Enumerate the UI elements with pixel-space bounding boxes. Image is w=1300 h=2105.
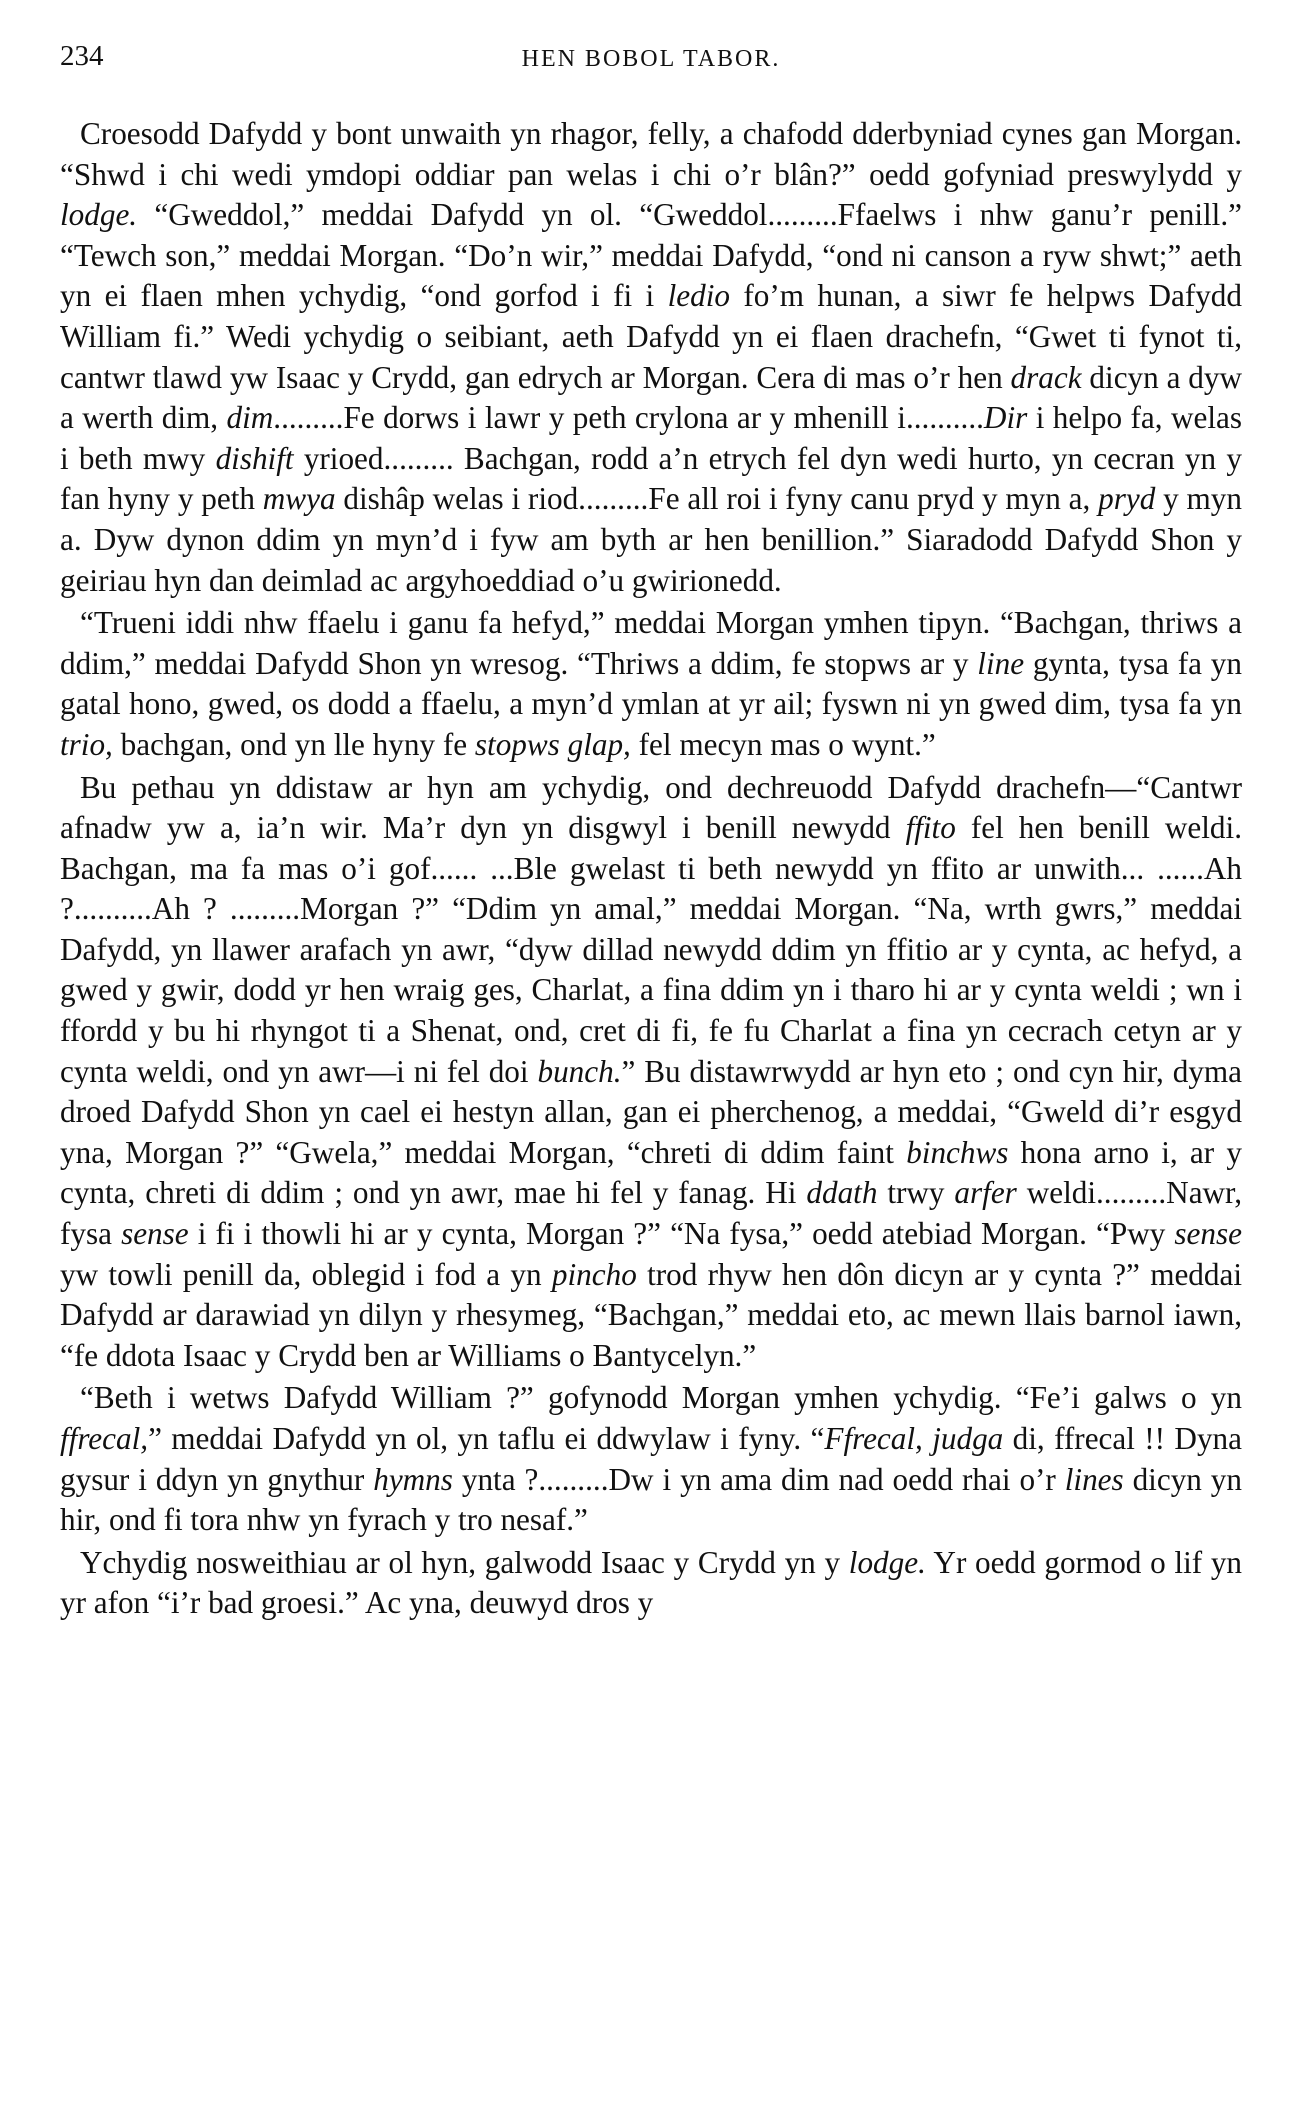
text-run: “Gweddol,” meddai Dafydd yn ol. “Gweddol.........Ffaelws i nhw ganu’r penill.” “Tewch son,” meddai Morgan. “Do’n wir,” meddai Dafydd, “ond ni canson a ryw shwt;” aeth yn ei flaen mhen ychydig, “ond gorfod i fi i — [60, 197, 1242, 314]
italic-run: sense — [121, 1216, 189, 1252]
italic-run: drack — [1010, 359, 1082, 395]
running-head: HEN BOBOL TABOR. — [521, 46, 781, 72]
body-text — [60, 114, 1242, 1624]
text-run: “Trueni iddi nhw ffaelu i ganu fa hefyd,” meddai Morgan ymhen tipyn. “Bachgan, thriws a ddim,” meddai Dafydd Shon yn wresog. “Thriws a ddim, fe stopws ar y — [60, 605, 1242, 681]
page-header — [60, 36, 1242, 80]
italic-run: hymns — [373, 1461, 453, 1497]
text-run: dicyn yn hir, ond fi tora nhw yn fyrach y tro nesaf.” — [60, 1461, 1242, 1538]
page-number: 234 — [60, 40, 104, 72]
text-run: fel hen benill weldi. Bachgan, ma fa mas o’i gof...... ...Ble gwelast ti beth newydd yn ffito ar unwith... ......Ah ?..........Ah ? .........Morgan ?” “Ddim yn amal,” meddai Morgan. “Na, wrth gwrs,” meddai Dafydd, yn llawer arafach yn awr, “dyw dillad newydd ddim yn ffitio ar y cynta, ac hefyd, a gwed y gwir, dodd yr hen wraig ges, Charlat, a fina ddim yn i tharo hi ar y cynta weldi ; wn i ffordd y bu hi rhyngot ti a Shenat, ond, cret di fi, fe fu Charlat a fina yn cecrach cetyn ar y cynta weldi, ond yn awr—i ni fel doi — [60, 810, 1242, 1089]
italic-run: Ffrecal, judga — [824, 1421, 1004, 1456]
text-run: trod rhyw hen dôn dicyn ar y cynta ?” meddai Dafydd ar darawiad yn dilyn y rhesymeg, “Bachgan,” meddai eto, ac mewn llais barnol iawn, “fe ddota Isaac y Crydd ben ar Williams o Bantycelyn.” — [60, 1256, 1242, 1373]
italic-run: pryd — [1098, 481, 1156, 517]
italic-run: lodge. — [60, 197, 138, 233]
paragraph-3 — [60, 768, 1242, 1377]
text-run: Ychydig nosweithiau ar ol hyn, galwodd Isaac y Crydd yn y — [80, 1544, 849, 1580]
paragraph-4 — [60, 1378, 1242, 1540]
text-run: fel mecyn mas o wynt.” — [630, 726, 936, 762]
italic-run: binchws — [906, 1134, 1009, 1170]
text-run: Yr oedd gormod o lif yn yr afon “i’r bad groesi.” Ac yna, deuwyd dros y — [60, 1544, 1243, 1621]
text-run: Croesodd Dafydd y bont unwaith yn rhagor, felly, a chafodd dderbyniad cynes gan Morgan. “Shwd i chi wedi ymdopi oddiar pan welas i chi o’r blân?” oedd gofyniad preswylydd y — [60, 116, 1242, 192]
paragraph-1 — [60, 114, 1242, 601]
text-run: hona arno i, ar y cynta, chreti di ddim ; ond yn awr, mae hi fel y fanag. Hi — [60, 1134, 1242, 1211]
text-run: trwy — [877, 1175, 955, 1211]
text-run: i helpo fa, welas i beth mwy — [60, 400, 1243, 476]
text-run: i fi i thowli hi ar y cynta, Morgan ?” “Na fysa,” oedd atebiad Morgan. “Pwy — [188, 1216, 1175, 1252]
paragraph-2 — [60, 603, 1242, 765]
text-run: ” meddai Dafydd yn ol, yn taflu ei ddwylaw i fyny. “ — [148, 1421, 825, 1456]
text-run: di, ffrecal !! Dyna gysur i ddyn yn gnythur — [60, 1421, 1242, 1497]
text-run: yw towli penill da, oblegid i fod a yn — [60, 1256, 552, 1292]
text-run: bachgan, ond yn lle hyny fe — [112, 726, 475, 762]
italic-run: ddath — [806, 1175, 878, 1211]
italic-run: lines — [1064, 1461, 1124, 1497]
italic-run: pincho — [551, 1256, 637, 1292]
text-run: y myn a. Dyw dynon ddim yn myn’d i fyw am byth ar hen benillion.” Siaradodd Dafydd Shon y geiriau hyn dan deimlad ac argyhoeddiad o’u gwirionedd. — [60, 481, 1242, 598]
italic-run: dishift — [215, 440, 294, 476]
text-run: dicyn a dyw a werth dim, — [60, 359, 1243, 436]
italic-run: dim — [226, 400, 274, 436]
italic-run: mwya — [262, 481, 336, 517]
text-run: “Beth i wetws Dafydd William ?” gofynodd Morgan ymhen ychydig. “Fe’i galws o yn — [80, 1380, 1242, 1416]
paragraph-5 — [60, 1543, 1242, 1624]
italic-run: Dir — [983, 400, 1028, 436]
text-run: Bu pethau yn ddistaw ar hyn am ychydig, ond dechreuodd Dafydd drachefn—“Cantwr afnadw yw a, ia’n wir. Ma’r dyn yn disgwyl i benill newydd — [60, 769, 1242, 846]
italic-run: trio, — [60, 726, 113, 762]
text-run: gynta, tysa fa yn gatal hono, gwed, os dodd a ffaelu, a myn’d ymlan at yr ail; fyswn ni yn gwed dim, tysa fa yn — [60, 645, 1242, 722]
italic-run: ffito — [905, 810, 956, 846]
text-run: fo’m hunan, a siwr fe helpws Dafydd William fi.” Wedi ychydig o seibiant, aeth Dafydd yn ei flaen drachefn, “Gwet ti fynot ti, cantwr tlawd yw Isaac y Crydd, gan edrych ar Morgan. Cera di mas o’r hen — [60, 278, 1242, 395]
italic-run: line — [977, 645, 1025, 681]
text-run: .........Fe dorws i lawr y peth crylona ar y mhenill i.......... — [273, 400, 984, 436]
italic-run: bunch. — [537, 1053, 622, 1089]
italic-run: sense — [1174, 1216, 1242, 1252]
italic-run: ledio — [667, 278, 730, 314]
text-run: ynta ?.........Dw i yn ama dim nad oedd rhai o’r — [452, 1461, 1065, 1497]
text-run: yrioed......... Bachgan, rodd a’n etrych fel dyn wedi hurto, yn cecran yn y fan hyny y peth — [60, 440, 1242, 517]
text-run: ” Bu distawrwydd ar hyn eto ; ond cyn hir, dyma droed Dafydd Shon yn cael ei hestyn allan, gan ei pherchenog, a meddai, “Gweld di’r esgyd yna, Morgan ?” “Gwela,” meddai Morgan, “chreti di ddim faint — [60, 1053, 1243, 1170]
text-run: weldi.........Nawr, fysa — [60, 1175, 1242, 1252]
italic-run: ffrecal, — [60, 1421, 149, 1456]
italic-run: lodge. — [848, 1544, 926, 1580]
italic-run: arfer — [954, 1175, 1017, 1211]
text-run: dishâp welas i riod.........Fe all roi i fyny canu pryd y myn a, — [335, 481, 1099, 517]
italic-run: stopws glap, — [474, 726, 631, 762]
